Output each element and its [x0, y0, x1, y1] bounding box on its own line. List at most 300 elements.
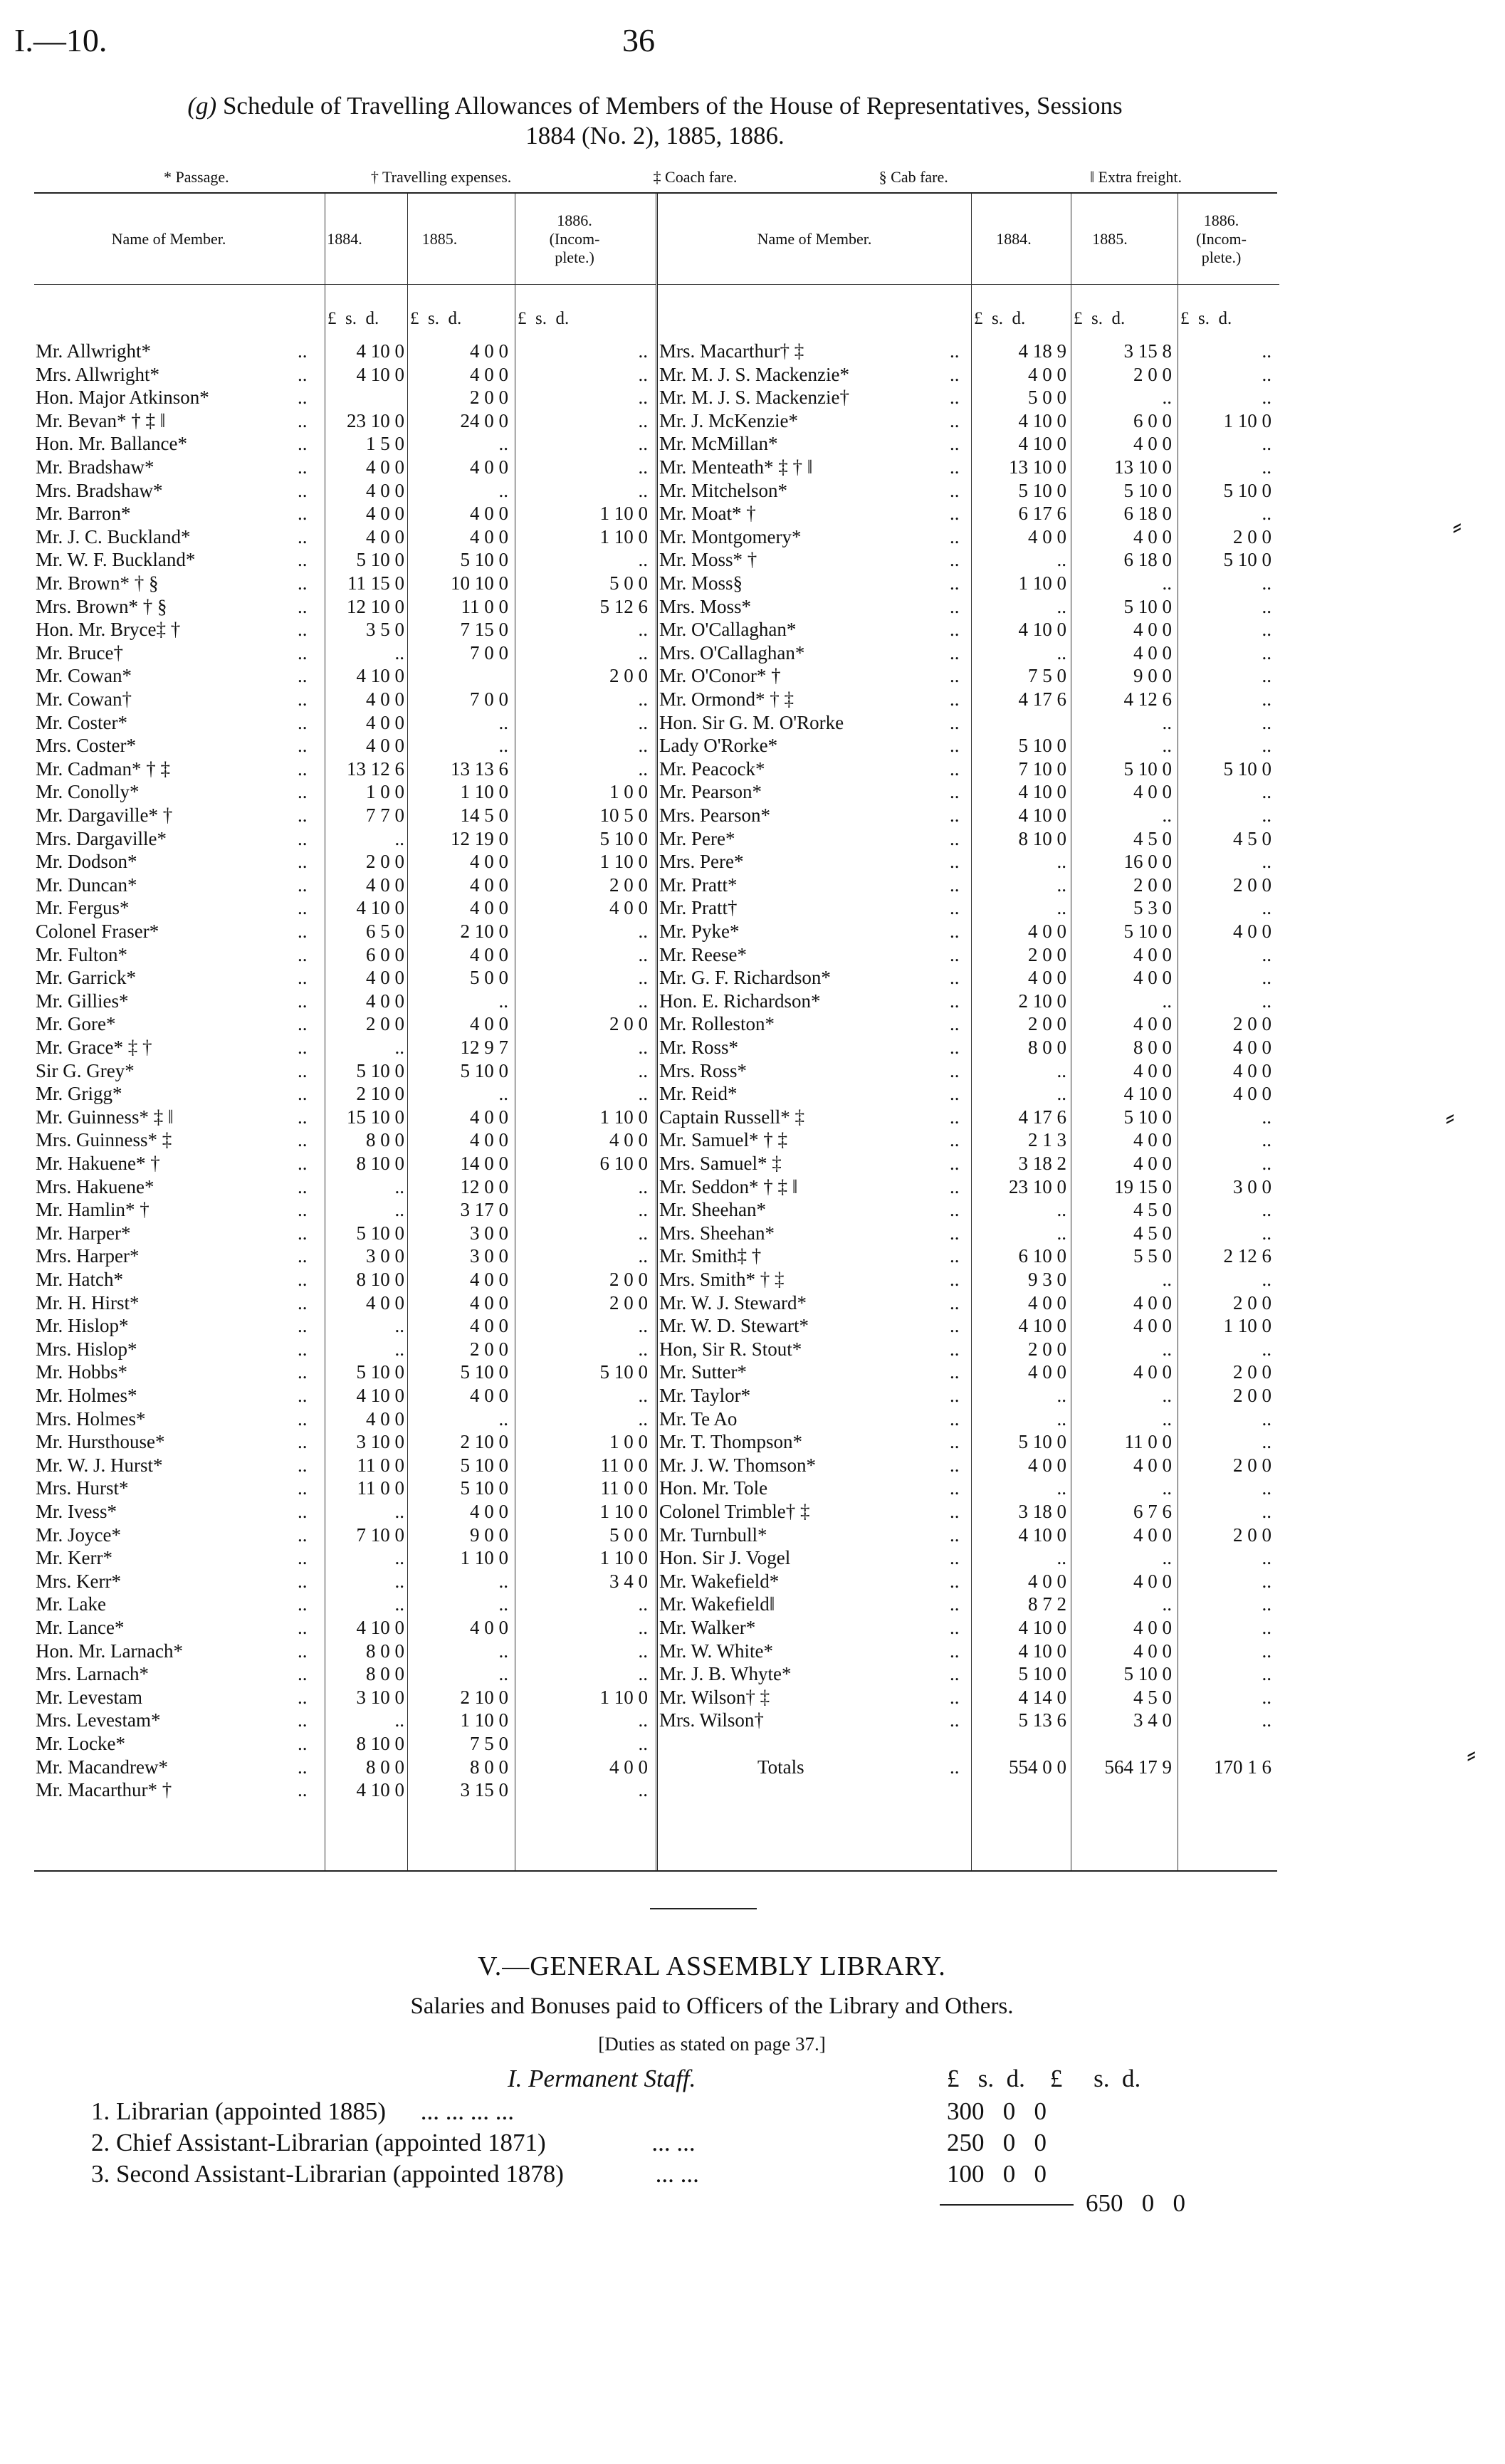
member-row	[658, 966, 1279, 989]
member-row	[34, 943, 656, 966]
leader-dots: ..	[950, 943, 960, 965]
amount-1884: 2 0 0	[366, 1013, 404, 1035]
amount-1884: ..	[1056, 1477, 1066, 1499]
library-total: 650 0 0	[1086, 2189, 1185, 2217]
library-section-title: V.—GENERAL ASSEMBLY LIBRARY.	[478, 1951, 946, 1981]
amount-1885: ..	[1162, 1477, 1172, 1499]
amount-1884: 4 0 0	[366, 735, 404, 757]
member-name: Mr. Sutter*	[659, 1361, 748, 1383]
member-row	[658, 943, 1279, 966]
amount-1884: 2 1 3	[1028, 1129, 1066, 1151]
amount-1886: 3 4 0	[609, 1570, 648, 1592]
amount-1886: 4 0 0	[609, 1129, 648, 1151]
leader-dots: ..	[298, 827, 308, 849]
section-divider	[650, 1908, 757, 1909]
member-name: Mr. Hatch*	[36, 1269, 123, 1290]
member-name: Mr. J. W. Thomson*	[659, 1454, 817, 1476]
col-header-1886-note-a: (Incom-	[1196, 229, 1247, 248]
member-row	[658, 1709, 1279, 1731]
member-name: Mr. Sheehan*	[659, 1199, 766, 1221]
amount-1885: 4 0 0	[470, 897, 508, 919]
leader-dots: ..	[950, 827, 960, 849]
member-name: Mrs. Holmes*	[36, 1407, 146, 1430]
member-name: Mr. Duncan*	[36, 874, 137, 896]
member-row	[658, 1106, 1279, 1128]
amount-1884: 4 0 0	[1028, 967, 1066, 989]
page-reference: I.—10.	[14, 22, 108, 58]
member-name: Mr. Samuel* † ‡	[659, 1129, 787, 1151]
amount-1886: ..	[1262, 456, 1271, 478]
member-name: Mr. Turnbull*	[659, 1524, 767, 1546]
leader-dots: ..	[298, 1106, 308, 1128]
leader-dots: ..	[950, 1153, 960, 1174]
amount-1884: 4 10 0	[1018, 433, 1066, 455]
amount-1885: 8 0 0	[470, 1756, 508, 1778]
member-name: Mr. Grigg*	[36, 1083, 122, 1105]
col-header-1884: 1884.	[971, 194, 1056, 285]
leader-dots: ..	[298, 1407, 308, 1430]
amount-1885: 3 4 0	[1133, 1709, 1172, 1731]
amount-1884: 4 17 6	[1018, 1106, 1066, 1128]
leader-dots: ..	[298, 525, 308, 547]
library-item-amount: 300 0 0	[947, 2097, 1047, 2125]
amount-1885: 4 0 0	[470, 456, 508, 478]
member-row	[34, 1175, 656, 1198]
amount-1885: ..	[498, 1640, 508, 1662]
amount-1886: ..	[1262, 1686, 1271, 1708]
leader-dots: ..	[950, 1756, 960, 1778]
amount-1886: ..	[1262, 619, 1271, 641]
member-row	[34, 1546, 656, 1569]
amount-1886: ..	[638, 1617, 648, 1638]
amount-1884: 8 0 0	[366, 1129, 404, 1151]
amount-1885: 12 0 0	[460, 1175, 508, 1197]
amount-1885: 5 3 0	[1133, 897, 1172, 919]
member-row	[34, 340, 656, 362]
amount-1886: 1 0 0	[609, 1431, 648, 1453]
amount-1886: ..	[638, 1779, 648, 1801]
member-name: Mr. Gore*	[36, 1013, 116, 1035]
member-name: Hon. Mr. Tole	[659, 1477, 768, 1499]
amount-1886: ..	[638, 1059, 648, 1081]
member-row	[34, 874, 656, 896]
member-name: Mr. Levestam	[36, 1686, 142, 1708]
amount-1885: 4 0 0	[1133, 1570, 1172, 1592]
amount-1885: 24 0 0	[460, 409, 508, 431]
amount-1884: 1 5 0	[366, 433, 404, 455]
member-row	[34, 966, 656, 989]
amount-1886: 5 10 0	[1223, 479, 1271, 501]
member-row	[658, 1012, 1279, 1035]
leader-dots: ..	[298, 711, 308, 733]
member-row	[34, 502, 656, 525]
legend	[164, 168, 1182, 187]
amount-1886: ..	[1262, 1663, 1271, 1685]
margin-mark: ⸗	[1445, 1101, 1455, 1133]
leader-dots: ..	[950, 1547, 960, 1569]
title-line-1: Schedule of Travelling Allowances of Members of the House of Representatives, Sessions	[222, 92, 1123, 120]
member-name: Mrs. Hurst*	[36, 1477, 129, 1499]
leader-dots: ..	[298, 1013, 308, 1035]
member-row	[34, 641, 656, 664]
amount-1886: 1 10 0	[599, 503, 648, 525]
library-subtitle: Salaries and Bonuses paid to Officers of the Library and Others.	[410, 1993, 1014, 2019]
amount-1886: 2 0 0	[609, 1269, 648, 1290]
library-staff-heading: I. Permanent Staff.	[508, 2065, 696, 2092]
col-header-name: Name of Member.	[658, 194, 971, 285]
leader-dots: ..	[950, 1037, 960, 1058]
leader-dots: ..	[298, 1686, 308, 1708]
member-name: Mr. Barron*	[36, 503, 131, 525]
amount-1885: 4 0 0	[470, 943, 508, 965]
member-name: Hon. Sir J. Vogel	[659, 1547, 791, 1569]
amount-1884: ..	[1056, 595, 1066, 617]
member-row	[658, 1616, 1279, 1639]
amount-1886: 4 0 0	[1233, 921, 1271, 942]
member-name: Mr. Fergus*	[36, 897, 130, 919]
amount-1885: ..	[1162, 735, 1172, 757]
member-name: Mr. Lake	[36, 1593, 106, 1615]
library-item-number: 3.	[91, 2160, 110, 2188]
leader-dots: ..	[950, 874, 960, 896]
library-subtotal-rule	[940, 2204, 1074, 2206]
leader-dots: ..	[298, 851, 308, 873]
member-row	[658, 1152, 1279, 1175]
member-name: Mr. Moss§	[659, 572, 743, 594]
member-name: Mr. Macandrew*	[36, 1756, 168, 1778]
amount-1885: 5 10 0	[1123, 479, 1172, 501]
leader-dots: ..	[950, 967, 960, 989]
amount-1884: 5 10 0	[1018, 735, 1066, 757]
amount-1886: ..	[1262, 641, 1271, 664]
legend-travelling-expenses: † Travelling expenses.	[370, 168, 512, 186]
member-name: Mr. Cowan†	[36, 688, 132, 710]
amount-1886: 1 10 0	[599, 1501, 648, 1522]
member-name: Mr. Ivess*	[36, 1501, 117, 1522]
leader-dots: ..	[298, 967, 308, 989]
leader-dots: ..	[950, 1477, 960, 1499]
units-1885: £ s. d.	[1074, 309, 1126, 328]
amount-1886: 2 0 0	[1233, 1385, 1271, 1406]
member-name: Mr. Pearson*	[659, 781, 762, 803]
total-1884: 554 0 0	[1009, 1756, 1066, 1778]
amount-1884: ..	[394, 1547, 404, 1569]
amount-1885: 1 10 0	[460, 1709, 508, 1731]
amount-1886: ..	[1262, 1199, 1271, 1221]
member-name: Mrs. Larnach*	[36, 1663, 149, 1685]
amount-1884: 3 10 0	[356, 1431, 404, 1453]
member-name: Hon. Sir G. M. O'Rorke	[659, 711, 844, 733]
member-row	[658, 340, 1279, 362]
member-row	[658, 920, 1279, 943]
leader-dots: ..	[950, 387, 960, 409]
member-name: Mr. Ross*	[659, 1037, 739, 1058]
col-header-1886	[1163, 194, 1279, 285]
amount-1885: 2 0 0	[470, 387, 508, 409]
amount-1886: 1 10 0	[599, 1106, 648, 1128]
amount-1885: 3 15 0	[460, 1779, 508, 1801]
amount-1886: ..	[1262, 688, 1271, 710]
amount-1885: 2 10 0	[460, 921, 508, 942]
amount-1886: ..	[638, 990, 648, 1012]
leader-dots: ..	[950, 1175, 960, 1197]
amount-1886: ..	[638, 1175, 648, 1197]
amount-1884: 8 0 0	[366, 1640, 404, 1662]
amount-1885: 1 10 0	[460, 781, 508, 803]
amount-1886: ..	[1262, 665, 1271, 687]
amount-1886: ..	[638, 1663, 648, 1685]
amount-1886: 2 0 0	[609, 665, 648, 687]
member-name: Hon. E. Richardson*	[659, 990, 821, 1012]
amount-1884: 4 10 0	[356, 1385, 404, 1406]
amount-1886: ..	[1262, 735, 1271, 757]
leader-dots: ..	[950, 1663, 960, 1685]
amount-1886: 1 10 0	[599, 525, 648, 547]
amount-1885: 4 0 0	[1133, 1361, 1172, 1383]
amount-1885: ..	[498, 1083, 508, 1105]
table-right-half	[656, 194, 1279, 1870]
amount-1884: ..	[394, 1037, 404, 1058]
amount-1884: 8 0 0	[1028, 1037, 1066, 1058]
amount-1886: 2 0 0	[1233, 525, 1271, 547]
member-row	[34, 1500, 656, 1523]
amount-1884: ..	[394, 1315, 404, 1337]
amount-1886: ..	[1262, 851, 1271, 873]
member-row	[34, 896, 656, 919]
member-name: Mr. Montgomery*	[659, 525, 802, 547]
amount-1884: 4 0 0	[366, 1291, 404, 1314]
member-row	[34, 1152, 656, 1175]
leader-dots: ..	[950, 921, 960, 942]
leader-dots: ..	[298, 409, 308, 431]
amount-1884: 1 0 0	[366, 781, 404, 803]
amount-1886: ..	[638, 943, 648, 965]
amount-1886: 4 0 0	[609, 1756, 648, 1778]
member-row	[658, 386, 1279, 409]
leader-dots: ..	[298, 1570, 308, 1592]
total-1885: 564 17 9	[1104, 1756, 1172, 1778]
leader-dots: ..	[950, 1222, 960, 1244]
member-row	[34, 757, 656, 780]
leader-dots: ..	[950, 804, 960, 826]
member-row	[34, 1361, 656, 1383]
member-name: Mr. Moss* †	[659, 549, 757, 571]
member-row	[34, 850, 656, 873]
amount-1885: ..	[498, 1407, 508, 1430]
member-name: Mr. Locke*	[36, 1733, 125, 1754]
member-row	[658, 1291, 1279, 1314]
leader-dots: ..	[298, 1291, 308, 1314]
member-name: Mr. Allwright*	[36, 340, 152, 362]
amount-1885: 4 0 0	[470, 363, 508, 385]
leader-dots: ..	[298, 1640, 308, 1662]
leader-dots: ..	[950, 595, 960, 617]
amount-1885: 4 0 0	[1133, 1153, 1172, 1174]
member-name: Mr. Walker*	[659, 1617, 756, 1638]
amount-1886: ..	[638, 1199, 648, 1221]
member-row	[658, 1662, 1279, 1685]
member-row	[658, 1244, 1279, 1267]
member-name: Mr. J. B. Whyte*	[659, 1663, 792, 1685]
member-name: Mr. Wakefield*	[659, 1570, 780, 1592]
amount-1884: 4 10 0	[1018, 1524, 1066, 1546]
amount-1885: 7 15 0	[460, 619, 508, 641]
member-row	[34, 1570, 656, 1593]
leader-dots: ..	[298, 874, 308, 896]
amount-1885: 4 0 0	[1133, 781, 1172, 803]
amount-1884: 7 10 0	[1018, 757, 1066, 780]
member-name: Mr. Reid*	[659, 1083, 738, 1105]
leader-dots: ..	[950, 1199, 960, 1221]
leader-dots: ..	[298, 1338, 308, 1360]
amount-1885: 9 0 0	[1133, 665, 1172, 687]
amount-1886: ..	[1262, 1617, 1271, 1638]
member-name: Sir G. Grey*	[36, 1059, 135, 1081]
amount-1884: 23 10 0	[1009, 1175, 1066, 1197]
amount-1886: 1 10 0	[1223, 1315, 1271, 1337]
member-row	[34, 1778, 656, 1801]
amount-1885: 7 0 0	[470, 688, 508, 710]
member-name: Mr. Macarthur* †	[36, 1779, 172, 1801]
amount-1884: 1 10 0	[1018, 572, 1066, 594]
leader-dots: ..	[950, 688, 960, 710]
amount-1885: 6 7 6	[1133, 1501, 1172, 1522]
leader-dots: ..	[298, 1037, 308, 1058]
amount-1885: ..	[498, 735, 508, 757]
member-row	[658, 1454, 1279, 1477]
member-name: Mr. Hobbs*	[36, 1361, 128, 1383]
member-row	[658, 432, 1279, 455]
amount-1886: 2 12 6	[1223, 1245, 1271, 1267]
leader-dots: ..	[298, 1477, 308, 1499]
amount-1885: 4 0 0	[470, 1291, 508, 1314]
member-row	[34, 1430, 656, 1453]
amount-1885: 5 10 0	[1123, 1663, 1172, 1685]
leader-dots: ..	[950, 549, 960, 571]
member-name: Mr. Hislop*	[36, 1315, 129, 1337]
member-name: Hon. Major Atkinson*	[36, 387, 209, 409]
amount-1884: ..	[1056, 549, 1066, 571]
member-row	[34, 688, 656, 711]
amount-1886: ..	[1262, 711, 1271, 733]
member-row	[34, 363, 656, 386]
leader-dots: ..	[950, 1059, 960, 1081]
member-name: Mr. Te Ao	[659, 1407, 738, 1430]
leader-dots: ..	[298, 1709, 308, 1731]
leader-dots: ..	[950, 735, 960, 757]
amount-1884: 5 10 0	[356, 1361, 404, 1383]
amount-1885: ..	[498, 1663, 508, 1685]
member-row	[658, 1314, 1279, 1337]
leader-dots: ..	[298, 757, 308, 780]
amount-1884: 3 18 0	[1018, 1501, 1066, 1522]
member-name: Hon. Mr. Larnach*	[36, 1640, 183, 1662]
amount-1886: ..	[1262, 1153, 1271, 1174]
title-prefix: (g)	[187, 92, 217, 120]
amount-1884: 4 10 0	[356, 665, 404, 687]
amount-1885: 4 0 0	[1133, 943, 1172, 965]
amount-1886: 2 0 0	[609, 1291, 648, 1314]
leader-dots: ..	[950, 990, 960, 1012]
member-row	[658, 456, 1279, 478]
member-row	[34, 1036, 656, 1059]
leader-dots: ..	[950, 340, 960, 362]
amount-1886: 1 10 0	[1223, 409, 1271, 431]
member-name: Colonel Trimble† ‡	[659, 1501, 810, 1522]
legend-cab-fare: § Cab fare.	[879, 168, 948, 186]
member-name: Mr. G. F. Richardson*	[659, 967, 831, 989]
member-name: Mrs. Coster*	[36, 735, 136, 757]
amount-1886: ..	[638, 1338, 648, 1360]
member-row	[658, 618, 1279, 641]
member-name: Mr. Reese*	[659, 943, 747, 965]
amount-1884: 8 10 0	[356, 1733, 404, 1754]
leader-dots: ..	[298, 1385, 308, 1406]
margin-mark: ⸗	[1467, 1738, 1477, 1770]
leader-dots: ..	[298, 1431, 308, 1453]
member-row	[658, 734, 1279, 757]
amount-1884: 6 10 0	[1018, 1245, 1066, 1267]
amount-1885: ..	[498, 711, 508, 733]
leader-dots: ..	[298, 1524, 308, 1546]
table-left-half	[34, 194, 656, 1870]
leader-dots: ..	[298, 688, 308, 710]
member-name: Mrs. Bradshaw*	[36, 479, 163, 501]
col-header-1885: 1885.	[386, 194, 493, 285]
amount-1886: ..	[1262, 1477, 1271, 1499]
leader-dots: ..	[298, 387, 308, 409]
amount-1886: ..	[1262, 967, 1271, 989]
library-item-amount: 250 0 0	[947, 2129, 1047, 2156]
member-row	[658, 363, 1279, 386]
amount-1884: 5 10 0	[1018, 1663, 1066, 1685]
amount-1885: 12 19 0	[451, 827, 508, 849]
member-name: Mr. Brown* † §	[36, 572, 159, 594]
member-name: Hon, Sir R. Stout*	[659, 1338, 802, 1360]
member-row	[34, 734, 656, 757]
member-row	[34, 1454, 656, 1477]
member-name: Mrs. Hislop*	[36, 1338, 137, 1360]
member-name: Mr. Seddon* † ‡ ‖	[659, 1175, 798, 1197]
amount-1885: 4 0 0	[1133, 1059, 1172, 1081]
member-name: Mrs. Dargaville*	[36, 827, 167, 849]
amount-1884: ..	[1056, 1407, 1066, 1430]
amount-1885: 4 0 0	[1133, 1013, 1172, 1035]
amount-1886: ..	[638, 711, 648, 733]
amount-1886: ..	[1262, 897, 1271, 919]
member-name: Mrs. Moss*	[659, 595, 752, 617]
amount-1884: 8 7 2	[1028, 1593, 1066, 1615]
amount-1885: ..	[1162, 1407, 1172, 1430]
leader-dots: ..	[298, 340, 308, 362]
member-name: Mr. Ormond* † ‡	[659, 688, 794, 710]
amount-1884: 4 0 0	[1028, 1291, 1066, 1314]
amount-1884: 4 0 0	[366, 990, 404, 1012]
member-row	[34, 1106, 656, 1128]
member-name: Mrs. Smith* † ‡	[659, 1269, 785, 1290]
library-item-label: Librarian (appointed 1885)	[116, 2097, 387, 2125]
page-number: 36	[622, 22, 655, 58]
leader-dots: ..	[298, 897, 308, 919]
amount-1884: 11 15 0	[347, 572, 404, 594]
amount-1886: 3 0 0	[1233, 1175, 1271, 1197]
amount-1885: 4 0 0	[470, 1106, 508, 1128]
amount-1884: 4 10 0	[1018, 1640, 1066, 1662]
member-name: Lady O'Rorke*	[659, 735, 778, 757]
amount-1884: 3 5 0	[366, 619, 404, 641]
member-row	[658, 688, 1279, 711]
col-header-1886-note-b: plete.)	[1201, 248, 1242, 266]
